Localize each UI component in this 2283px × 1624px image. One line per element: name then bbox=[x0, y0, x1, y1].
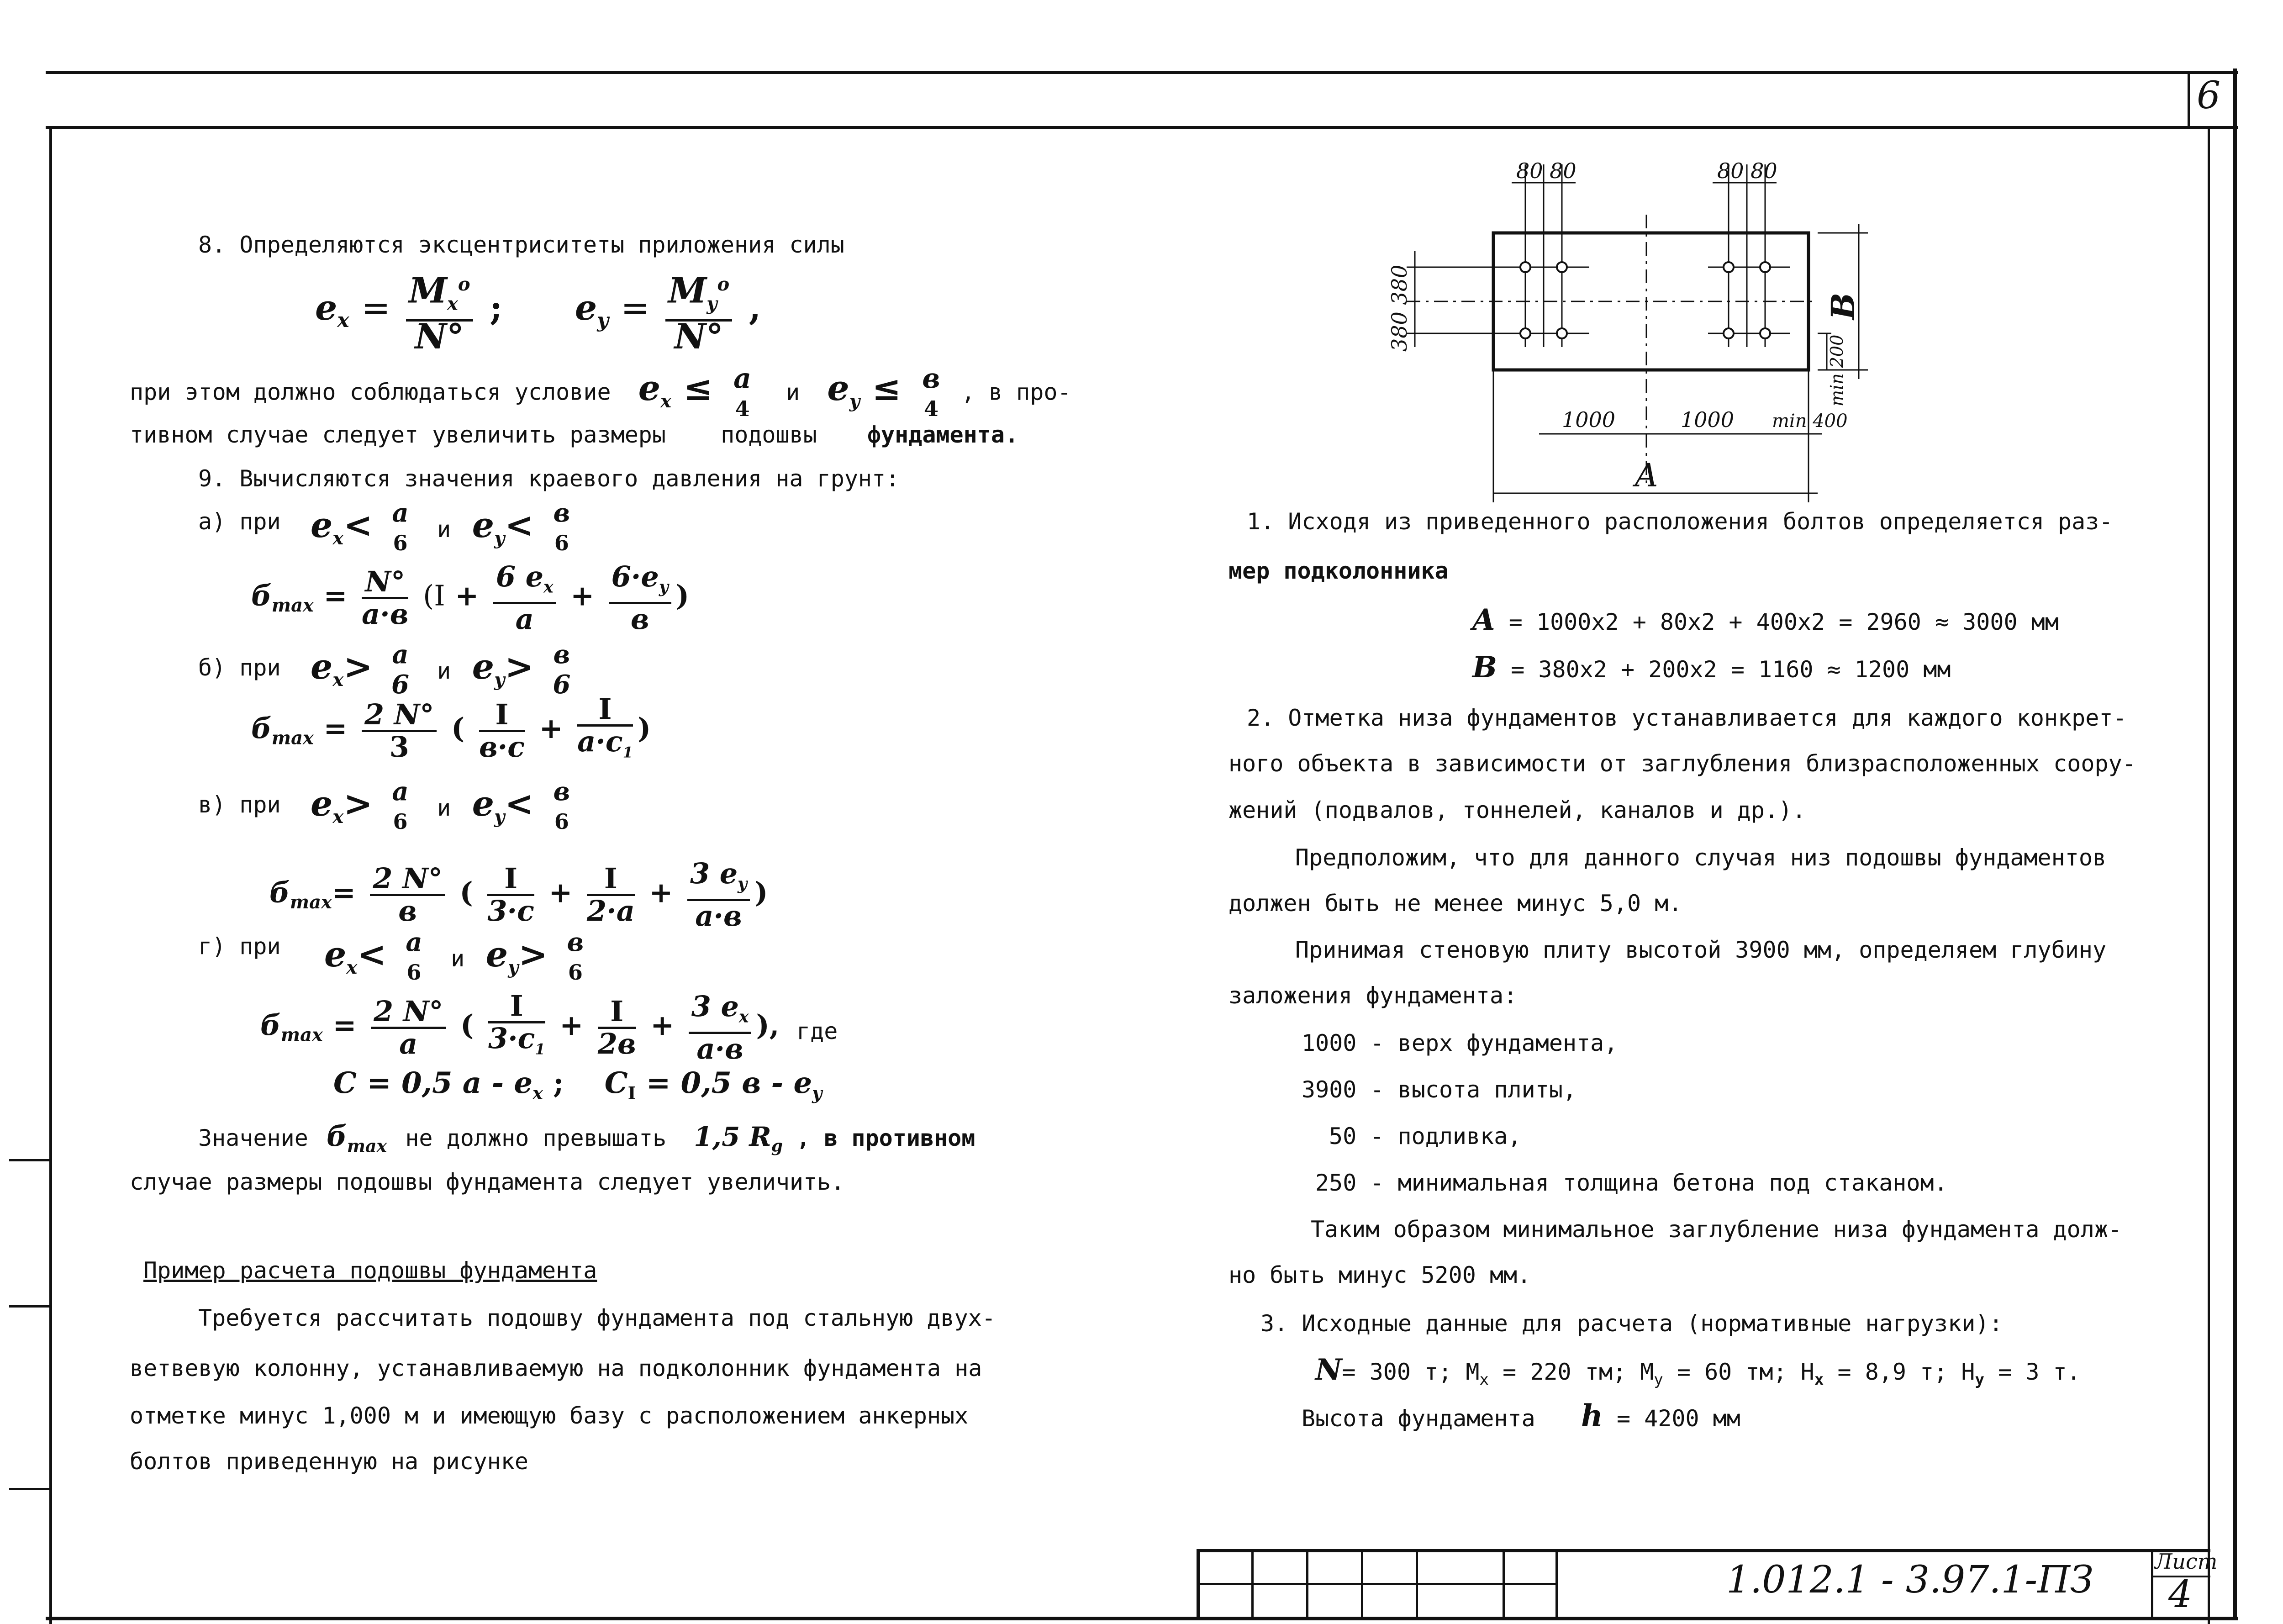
top-border bbox=[46, 71, 2238, 74]
eccentricity-formula: $e_x$ = $\frac{M_x^o}{N^\circ}$ ; $e_y$ = $\frac{M_y^o}{N^\circ}$ , bbox=[315, 270, 761, 357]
case-v-condition: $e_x>$ a 6 и $e_y<$ в 6 bbox=[311, 776, 570, 834]
case-b-condition: $e_x>$ a 6 и $e_y>$ в 6 bbox=[311, 639, 571, 700]
right-p3-line1: Предположим, что для данного случая низ подошвы фундаментов bbox=[1295, 844, 2107, 871]
frame-bottom bbox=[46, 1617, 2238, 1620]
case-g-condition: $e_x<$ a 6 и $e_y>$ в 6 bbox=[324, 927, 584, 985]
bolt-icon bbox=[1724, 262, 1734, 272]
sigma-limit-line: Значение $б_{max}$ не должно превышать 1,5 $R_g$ , в противном bbox=[198, 1119, 975, 1156]
foundation-height-line: Высота фундамента h = 4200 мм bbox=[1302, 1398, 1740, 1434]
titleblock-col bbox=[1361, 1549, 1363, 1618]
page-number: 6 bbox=[2197, 74, 2221, 117]
dim-min200: min 200 bbox=[1827, 334, 1847, 406]
right-p4-line2: заложения фундамента: bbox=[1228, 982, 1518, 1009]
right-p1-line2: мер подколонника bbox=[1228, 558, 1449, 584]
dim-1000-a: 1000 bbox=[1562, 407, 1616, 432]
margin-stub bbox=[9, 1488, 50, 1490]
right-p4-line1: Принимая стеновую плиту высотой 3900 мм, определяем глубину bbox=[1295, 937, 2107, 963]
right-p5-line1: Таким образом минимальное заглубление низа фундамента долж- bbox=[1311, 1216, 2122, 1243]
case-a-formula: $б_{max}$ = $\frac{N^\circ}{a\cdot в}$ (I + $\frac{6 e_x}{a}$ + $\frac{6\cdot e_y}{в}$ ) bbox=[251, 560, 690, 636]
bolt-icon bbox=[1520, 328, 1530, 338]
case-v-label: в) при bbox=[198, 791, 281, 818]
example-title: Пример расчета подошвы фундамента bbox=[143, 1257, 597, 1284]
bolt-icon bbox=[1760, 262, 1770, 272]
depth-list-item-1: 1000 - верх фундамента, bbox=[1302, 1030, 1618, 1056]
dim-min400: min 400 bbox=[1772, 411, 1848, 432]
frame-right bbox=[2233, 69, 2237, 1620]
example-paragraph-4: болтов приведенную на рисунке bbox=[130, 1448, 528, 1475]
titleblock-left bbox=[1197, 1549, 1200, 1618]
document-code: 1.012.1 - 3.97.1-ПЗ bbox=[1726, 1558, 2093, 1602]
sheet-number: 4 bbox=[2168, 1573, 2193, 1616]
right-p2-line3: жений (подвалов, тоннелей, каналов и др.). bbox=[1228, 797, 1806, 823]
depth-list-item-4: 250 - минимальная толщина бетона под стаканом. bbox=[1315, 1170, 1948, 1196]
depth-list-item-2: 3900 - высота плиты, bbox=[1302, 1076, 1577, 1103]
case-a-label: а) при bbox=[198, 508, 281, 535]
bolt-icon bbox=[1557, 328, 1567, 338]
sigma-limit-line-2: случае размеры подошвы фундамента следует увеличить. bbox=[130, 1169, 845, 1195]
margin-stub bbox=[9, 1159, 50, 1161]
titleblock-col bbox=[1503, 1549, 1505, 1618]
case-b-label: б) при bbox=[198, 654, 281, 681]
bolt-layout-drawing bbox=[1361, 151, 2019, 507]
example-paragraph-1: Требуется рассчитать подошву фундамента под стальную двух- bbox=[198, 1305, 996, 1331]
dim-80-80-left: 80 80 bbox=[1516, 158, 1576, 183]
right-p3-line2: должен быть не менее минус 5,0 м. bbox=[1228, 890, 1682, 917]
right-p5-line2: но быть минус 5200 мм. bbox=[1228, 1262, 1531, 1288]
dim-80-80-right: 80 80 bbox=[1717, 158, 1777, 183]
depth-list-item-3: 50 - подливка, bbox=[1329, 1123, 1522, 1149]
example-paragraph-3: отметке минус 1,000 м и имеющую базу с расположением анкерных bbox=[130, 1403, 969, 1429]
frame-left bbox=[49, 126, 52, 1624]
titleblock-top bbox=[1197, 1549, 2210, 1552]
c-definitions: C = 0,5 a - $e_x$ ; $C_I = 0,5$ в - $e_y$ bbox=[333, 1066, 823, 1103]
case-g-label: г) при bbox=[198, 933, 281, 960]
titleblock-col bbox=[1555, 1549, 1558, 1618]
right-p2-line2: ного объекта в зависимости от заглубления близрасположенных соору- bbox=[1228, 750, 2136, 777]
right-p1-line1: 1. Исходя из приведенного расположения болтов определяется раз- bbox=[1247, 508, 2113, 535]
right-p2-line1: 2. Отметка низа фундаментов устанавливается для каждого конкрет- bbox=[1247, 705, 2127, 731]
foundation-outline bbox=[1493, 233, 1808, 370]
section-8-heading: 8. Определяются эксцентриситеты приложения силы bbox=[198, 232, 844, 258]
where-label: где bbox=[796, 1018, 838, 1044]
titleblock-col bbox=[1251, 1549, 1254, 1618]
titleblock-col bbox=[1306, 1549, 1308, 1618]
equation-B: В = 380x2 + 200x2 = 1160 ≈ 1200 мм bbox=[1472, 650, 1951, 685]
dim-380-380: 380 380 bbox=[1387, 264, 1412, 352]
case-a-condition: $e_x<$ a 6 и $e_y<$ в 6 bbox=[311, 498, 570, 555]
case-g-formula: $б_{max}$ = $\frac{2 N^\circ}{a}$ ( $\frac{I}{3\cdot c_1}$ + $\frac{I}{2в}$ + $\frac{3 e_x}{a\cdot в}$ ), bbox=[260, 989, 780, 1065]
section-9-heading: 9. Вычисляются значения краевого давления на грунт: bbox=[198, 465, 900, 492]
titleblock-col bbox=[1416, 1549, 1418, 1618]
loads-line: N= 300 т; $M_x = 220$ тм; $M_y = 60$ тм; $H_x = 8,9$ т; $H_y = 3$ т. bbox=[1315, 1353, 2081, 1389]
dim-A: A bbox=[1635, 457, 1658, 494]
condition-line-2: тивном случае следует увеличить размеры подошвы фундамента. bbox=[130, 422, 1019, 448]
sheet-label: Лист bbox=[2155, 1549, 2218, 1574]
page-box-left bbox=[2188, 73, 2190, 127]
bolt-icon bbox=[1724, 328, 1734, 338]
dim-1000-b: 1000 bbox=[1681, 407, 1735, 432]
bolt-icon bbox=[1760, 328, 1770, 338]
margin-stub bbox=[9, 1305, 50, 1308]
case-v-formula: $б_{max}=$ $\frac{2 N^\circ}{в}$ ( $\frac{I}{3\cdot c}$ + $\frac{I}{2\cdot a}$ + $\frac{3 e_y}{a\cdot в}$ ) bbox=[269, 857, 768, 933]
right-p6: 3. Исходные данные для расчета (нормативные нагрузки): bbox=[1260, 1310, 2003, 1337]
equation-A: A = 1000x2 + 80x2 + 400x2 = 2960 ≈ 3000 мм bbox=[1472, 603, 2059, 637]
frame-top bbox=[46, 126, 2238, 129]
bolt-icon bbox=[1557, 262, 1567, 272]
condition-line: при этом должно соблюдаться условие $e_x$ ≤ a 4 и $e_y$ ≤ в 4 , в про- bbox=[130, 363, 1071, 421]
case-b-formula: $б_{max}$ = $\frac{2 N^\circ}{3}$ ( $\frac{I}{в\cdot c}$ + $\frac{I}{a\cdot c_1}$ ) bbox=[251, 692, 651, 764]
dim-B: В bbox=[1824, 292, 1862, 320]
frame-right-inner bbox=[2208, 126, 2210, 1624]
bolt-icon bbox=[1520, 262, 1530, 272]
titleblock-list-box bbox=[2151, 1549, 2153, 1618]
example-paragraph-2: ветвевую колонну, устанавливаемую на подколонник фундамента на bbox=[130, 1355, 982, 1381]
